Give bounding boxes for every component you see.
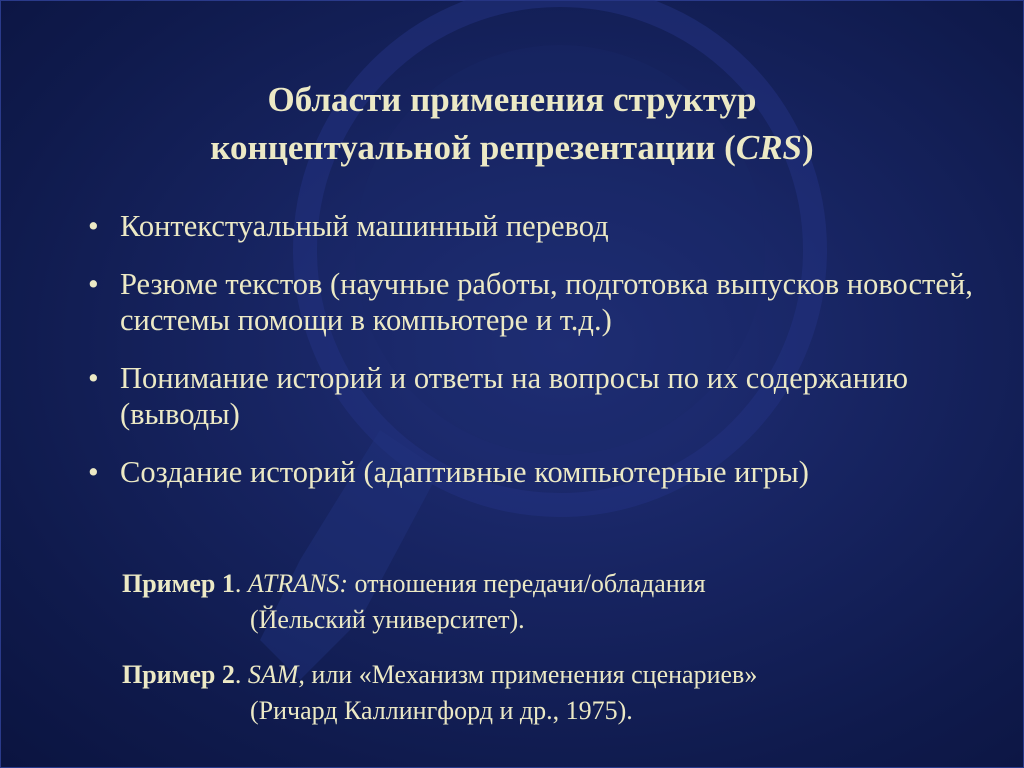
bullet-dot: •: [88, 267, 99, 301]
example-2-label: Пример 2: [122, 660, 235, 689]
example-2-source: (Ричард Каллингфорд и др., 1975).: [250, 696, 633, 725]
bullet-item: [88, 266, 998, 338]
example-2-description: или «Механизм применения сценариев»: [304, 660, 758, 689]
title-acronym: CRS: [735, 128, 802, 167]
title-line-2-close: ): [802, 128, 814, 167]
bullet-dot: •: [88, 209, 99, 243]
bullet-list: [88, 208, 998, 512]
example-1: [122, 566, 706, 602]
bullet-text: Резюме текстов (научные работы, подготовка выпусков новостей, системы помощи в компьютере и т.д.): [120, 267, 973, 337]
slide-title: [0, 76, 1024, 172]
example-1-system: ATRANS:: [247, 569, 349, 598]
title-line-2: [0, 124, 1024, 172]
example-1-source: (Йельский университет).: [250, 605, 525, 634]
example-2-system: SAM,: [247, 660, 305, 689]
title-line-1: Области применения структур: [267, 80, 757, 119]
bullet-text: Создание историй (адаптивные компьютерные игры): [120, 455, 809, 489]
example-1-separator: .: [234, 569, 248, 598]
bullet-item: [88, 360, 998, 432]
bullet-text: Контекстуальный машинный перевод: [120, 209, 609, 243]
bullet-item: [88, 208, 998, 244]
example-2-separator: .: [234, 660, 248, 689]
bullet-item: [88, 454, 998, 490]
example-2: [122, 657, 757, 693]
example-1-description: отношения передачи/обладания: [348, 569, 706, 598]
title-line-2-text: концептуальной репрезентации (: [210, 128, 736, 167]
bullet-dot: •: [88, 361, 99, 395]
bullet-text: Понимание историй и ответы на вопросы по их содержанию (выводы): [120, 361, 909, 431]
example-1-label: Пример 1: [122, 569, 235, 598]
bullet-dot: •: [88, 455, 99, 489]
